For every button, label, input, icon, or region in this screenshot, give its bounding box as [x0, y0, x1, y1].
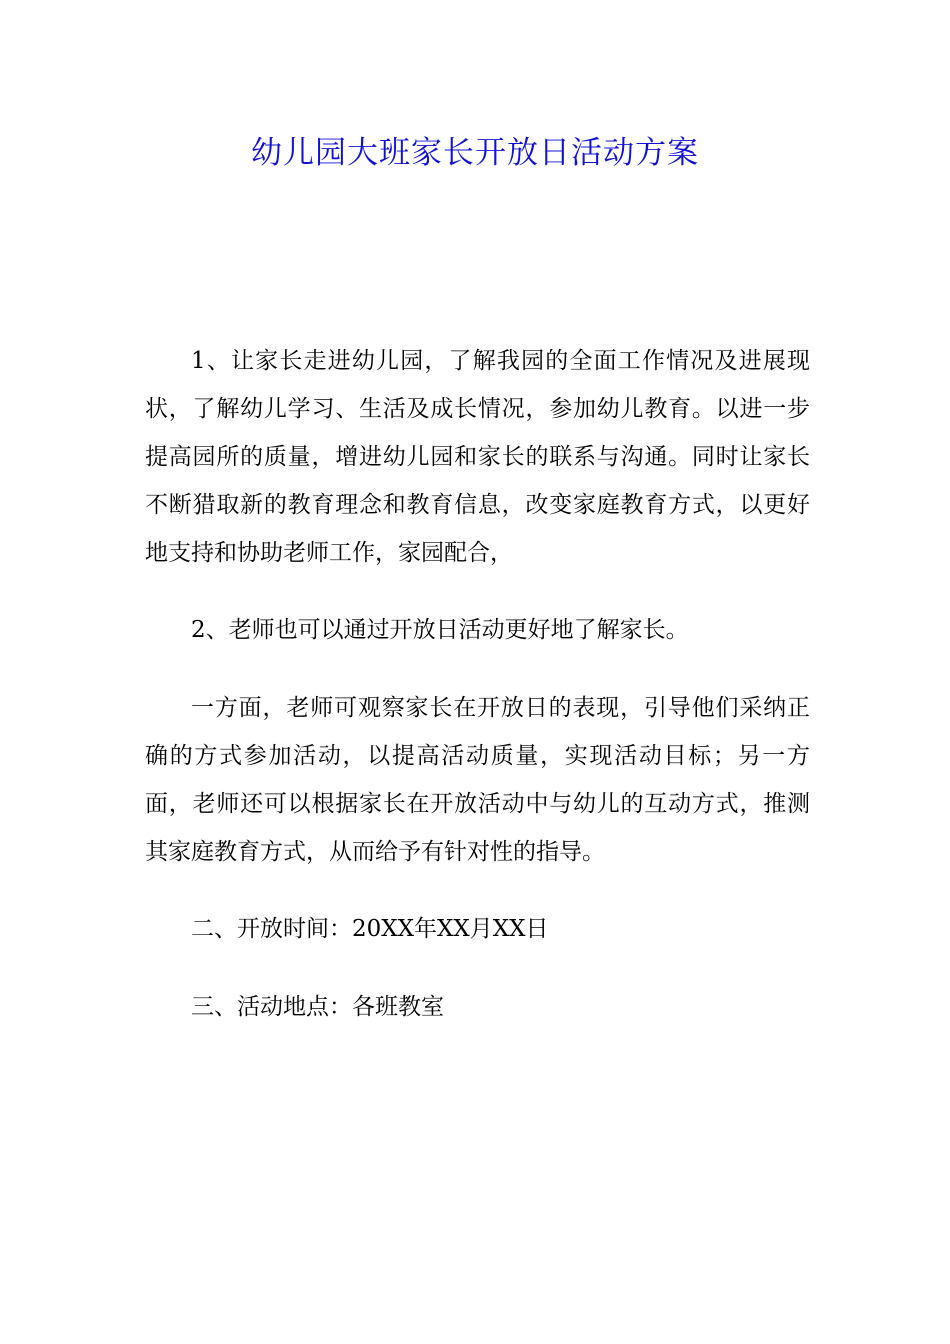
paragraph-purpose-2: 2、老师也可以通过开放日活动更好地了解家长。 — [191, 617, 689, 644]
paragraph-open-time: 二、开放时间：20XX年XX月XX日 — [191, 916, 549, 943]
paragraph-purpose-1: 1、让家长走进幼儿园，了解我园的全面工作情况及进展现状，了解幼儿学习、生活及成长情况，参加幼儿教育。以进一步提高园所的质量，增进幼儿园和家长的联系与沟通。同时让家长不断猎取新的教育理念和教育信息，改变家庭教育方式，以更好地支持和协助老师工作，家园配合， — [145, 348, 810, 566]
paragraph-location: 三、活动地点：各班教室 — [191, 993, 444, 1020]
document-title: 幼儿园大班家长开放日活动方案 — [251, 135, 699, 171]
document-body — [145, 337, 810, 1060]
paragraph-teacher-observation: 一方面，老师可观察家长在开放日的表现，引导他们采纳正确的方式参加活动，以提高活动质量，实现活动目标；另一方面，老师还可以根据家长在开放活动中与幼儿的互动方式，推测其家庭教育方式，从而给予有针对性的指导。 — [145, 694, 810, 865]
